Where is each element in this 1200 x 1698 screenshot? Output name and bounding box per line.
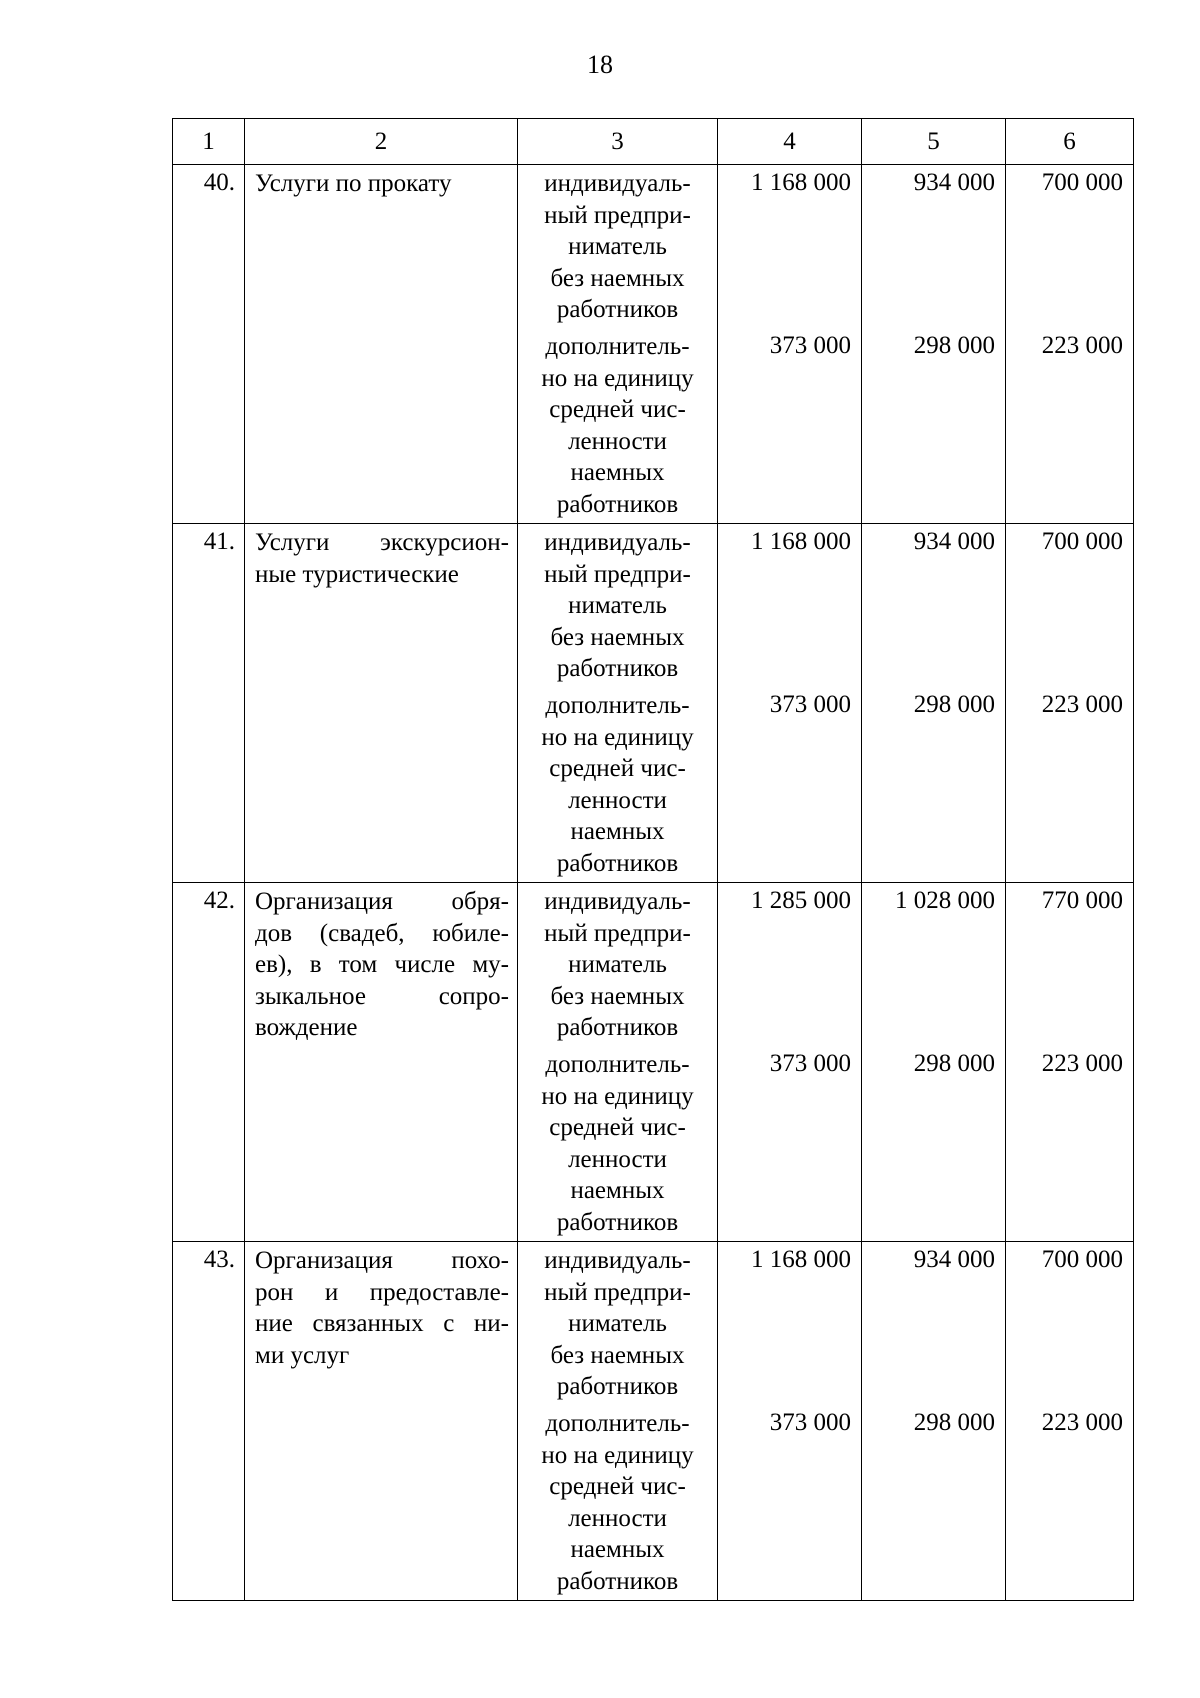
header-cell-2: 2 (245, 119, 518, 165)
value-cell-col-5 (862, 1242, 1006, 1601)
category-line: без наемных (550, 264, 685, 292)
value-without-employees: 1 285 000 (751, 887, 851, 914)
value-cell-col-5 (862, 883, 1006, 1242)
category-line: работников (556, 490, 679, 518)
table-row (173, 165, 1134, 524)
category-line: индивидуаль- (544, 1247, 691, 1274)
service-name-line: дов (свадеб, юбиле- (255, 919, 509, 947)
service-name (245, 883, 518, 1242)
tariff-table (172, 118, 1134, 1601)
table-row (173, 1242, 1134, 1601)
category-line: работников (556, 655, 679, 682)
category-line: работников (556, 296, 679, 323)
service-name (245, 1242, 518, 1601)
category-line: ленности (568, 1145, 667, 1173)
value-per-employee: 373 000 (769, 1409, 851, 1436)
value-per-employee: 298 000 (913, 691, 995, 718)
category-line: ниматель (568, 1310, 667, 1337)
value-per-employee: 298 000 (913, 332, 995, 359)
header-cell-6: 6 (1006, 119, 1134, 165)
category-line: без наемных (550, 1341, 685, 1369)
taxpayer-category (518, 524, 718, 883)
value-cell-col-4 (718, 1242, 862, 1601)
value-without-employees: 934 000 (913, 1246, 995, 1273)
value-cell-col-6 (1006, 165, 1134, 524)
service-name-line: рон и предоставле- (255, 1278, 509, 1306)
service-name-line: ние связанных с ни- (255, 1310, 509, 1337)
category-line: дополнитель- (545, 692, 690, 719)
value-cell-col-6 (1006, 524, 1134, 883)
category-line: наемных (570, 1177, 665, 1204)
value-without-employees: 1 168 000 (751, 1246, 851, 1273)
value-without-employees: 934 000 (913, 169, 995, 196)
category-line: наемных (570, 818, 665, 845)
service-name-line: ев), в том числе му- (255, 951, 509, 978)
value-per-employee: 298 000 (913, 1050, 995, 1077)
category-line: ленности (568, 1504, 667, 1532)
value-without-employees: 770 000 (1041, 887, 1123, 914)
header-cell-5: 5 (862, 119, 1006, 165)
taxpayer-category (518, 165, 718, 524)
category-line: наемных (570, 459, 665, 486)
value-cell-col-4 (718, 883, 862, 1242)
value-without-employees: 700 000 (1041, 169, 1123, 196)
value-without-employees: 934 000 (913, 528, 995, 555)
service-name (245, 524, 518, 883)
value-per-employee: 223 000 (1041, 332, 1123, 359)
row-number: 42. (173, 883, 245, 1242)
row-number: 40. (173, 165, 245, 524)
table-row (173, 883, 1134, 1242)
category-without-employees (518, 1242, 717, 1405)
taxpayer-category (518, 1242, 718, 1601)
value-without-employees: 700 000 (1041, 528, 1123, 555)
category-line: но на единицу (541, 364, 694, 392)
value-per-employee: 373 000 (769, 691, 851, 718)
value-cell-col-5 (862, 165, 1006, 524)
value-per-employee: 223 000 (1041, 1409, 1123, 1436)
category-line: ный предпри- (544, 201, 691, 229)
category-per-employee (518, 1405, 717, 1597)
category-line: ный предпри- (544, 560, 691, 588)
value-per-employee: 298 000 (913, 1409, 995, 1436)
value-without-employees: 1 028 000 (895, 887, 995, 914)
category-line: ниматель (568, 951, 667, 978)
category-line: но на единицу (541, 1082, 694, 1110)
category-line: работников (556, 1567, 679, 1595)
category-line: индивидуаль- (544, 170, 691, 197)
service-name-line: ные туристические (255, 560, 459, 588)
service-name-line: Услуги по прокату (255, 170, 452, 197)
category-line: без наемных (550, 982, 685, 1010)
category-line: средней чис- (549, 755, 686, 782)
header-cell-1: 1 (173, 119, 245, 165)
value-per-employee: 223 000 (1041, 1050, 1123, 1077)
value-cell-col-4 (718, 524, 862, 883)
category-per-employee (518, 687, 717, 879)
category-per-employee (518, 1046, 717, 1238)
value-per-employee: 223 000 (1041, 691, 1123, 718)
service-name-line: вождение (255, 1014, 358, 1041)
value-without-employees: 1 168 000 (751, 169, 851, 196)
category-line: работников (556, 849, 679, 877)
taxpayer-category (518, 883, 718, 1242)
service-name-line: ми услуг (255, 1341, 350, 1369)
row-number: 41. (173, 524, 245, 883)
category-line: индивидуаль- (544, 529, 691, 556)
category-line: ленности (568, 427, 667, 455)
service-name-line: Организация похо- (255, 1247, 509, 1274)
value-cell-col-6 (1006, 883, 1134, 1242)
category-line: ный предпри- (544, 1278, 691, 1306)
value-per-employee: 373 000 (769, 332, 851, 359)
category-line: но на единицу (541, 1441, 694, 1469)
category-line: дополнитель- (545, 333, 690, 360)
category-line: ниматель (568, 592, 667, 619)
category-line: ниматель (568, 233, 667, 260)
category-line: средней чис- (549, 1114, 686, 1141)
category-without-employees (518, 524, 717, 687)
value-per-employee: 373 000 (769, 1050, 851, 1077)
category-line: средней чис- (549, 396, 686, 423)
row-number: 43. (173, 1242, 245, 1601)
service-name-line: Услуги экскурсион- (255, 529, 509, 556)
category-line: работников (556, 1373, 679, 1400)
service-name-line: зыкальное сопро- (255, 982, 509, 1010)
category-without-employees (518, 883, 717, 1046)
category-line: наемных (570, 1536, 665, 1563)
value-cell-col-6 (1006, 1242, 1134, 1601)
category-line: ленности (568, 786, 667, 814)
page-number: 18 (587, 50, 613, 79)
table-body (173, 119, 1134, 1601)
service-name (245, 165, 518, 524)
category-line: средней чис- (549, 1473, 686, 1500)
category-line: работников (556, 1208, 679, 1236)
table-row (173, 524, 1134, 883)
value-cell-col-4 (718, 165, 862, 524)
category-line: но на единицу (541, 723, 694, 751)
service-name-line: Организация обря- (255, 888, 509, 915)
category-per-employee (518, 328, 717, 520)
category-line: ный предпри- (544, 919, 691, 947)
category-line: дополнитель- (545, 1051, 690, 1078)
category-line: дополнитель- (545, 1410, 690, 1437)
category-without-employees (518, 165, 717, 328)
category-line: работников (556, 1014, 679, 1041)
category-line: индивидуаль- (544, 888, 691, 915)
table-header-row (173, 119, 1134, 165)
value-cell-col-5 (862, 524, 1006, 883)
value-without-employees: 700 000 (1041, 1246, 1123, 1273)
value-without-employees: 1 168 000 (751, 528, 851, 555)
header-cell-4: 4 (718, 119, 862, 165)
header-cell-3: 3 (518, 119, 718, 165)
category-line: без наемных (550, 623, 685, 651)
